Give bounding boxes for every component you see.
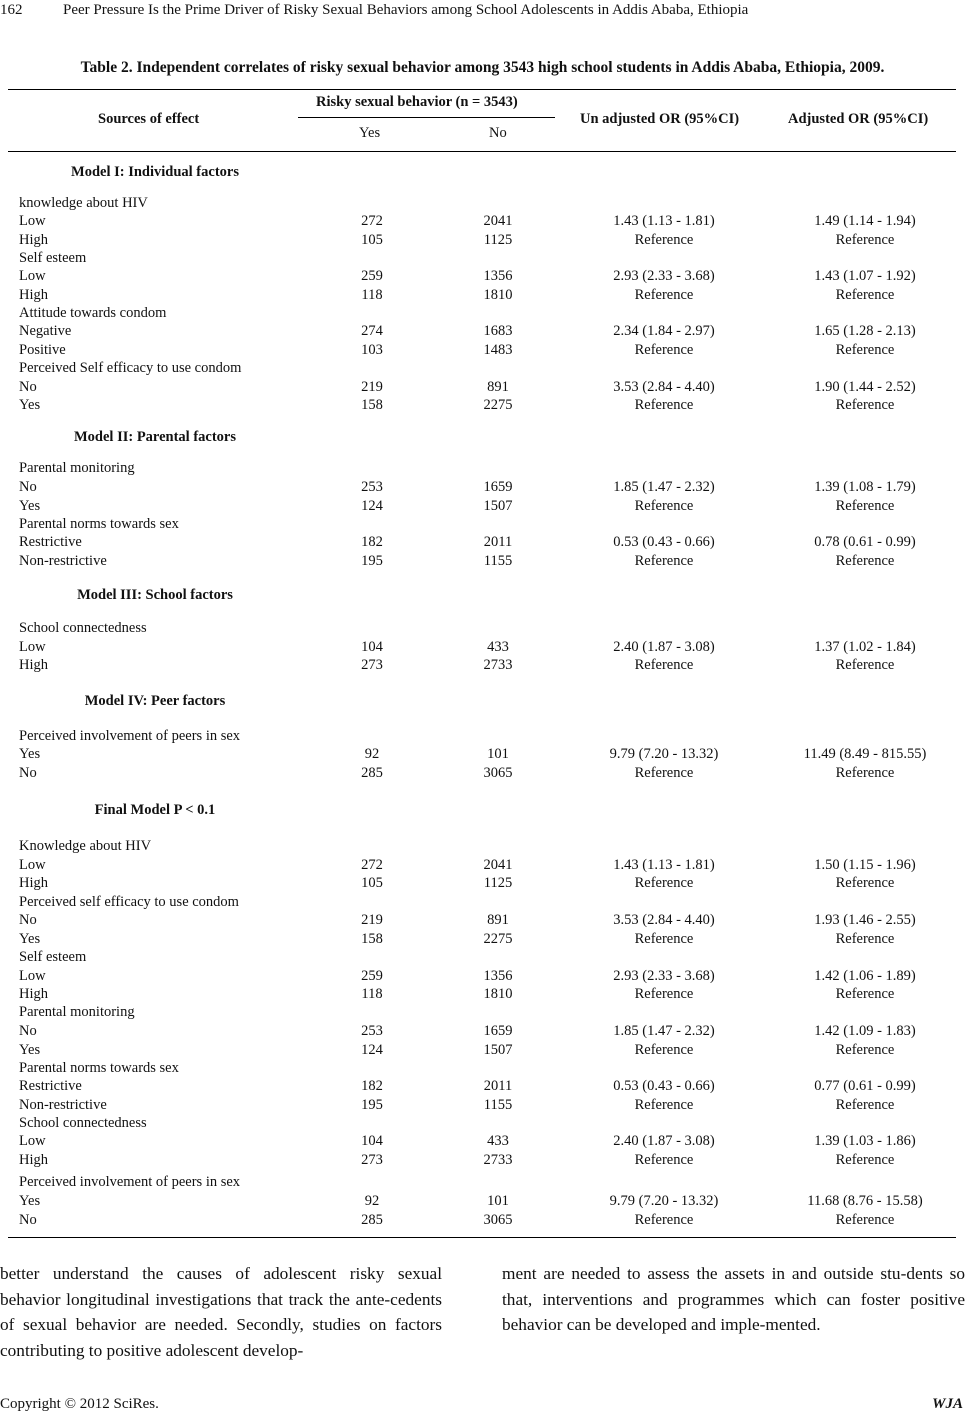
cell-adjusted-or: 1.39 (1.08 - 1.79): [814, 479, 916, 495]
cell-no-count: 2011: [483, 534, 513, 550]
row-category-label: High: [19, 986, 48, 1002]
cell-no-count: 1125: [483, 875, 513, 891]
row-category-label: Low: [19, 1133, 46, 1149]
row-heading-label: knowledge about HIV: [19, 195, 148, 211]
table-row: [0, 967, 965, 986]
cell-no-count: 1155: [483, 1097, 513, 1113]
cell-yes-count: 118: [361, 287, 383, 303]
table-row: [0, 1151, 965, 1170]
cell-adjusted-or: Reference: [835, 1042, 895, 1058]
row-category-label: Positive: [19, 342, 66, 358]
variable-heading-row: [0, 948, 965, 967]
cell-yes-count: 273: [361, 657, 383, 673]
cell-adjusted-or: 1.90 (1.44 - 2.52): [814, 379, 916, 395]
row-category-label: High: [19, 1152, 48, 1168]
table-row: [0, 552, 965, 571]
cell-adjusted-or: 1.50 (1.15 - 1.96): [814, 857, 916, 873]
variable-heading-row: [0, 1059, 965, 1078]
header-sources: Sources of effect: [98, 111, 200, 127]
cell-yes-count: 272: [361, 213, 383, 229]
cell-no-count: 1659: [483, 479, 513, 495]
row-category-label: High: [19, 875, 48, 891]
page-number: 162: [0, 2, 23, 18]
cell-unadjusted-or: 9.79 (7.20 - 13.32): [609, 1193, 719, 1209]
variable-heading-row: [0, 249, 965, 268]
cell-unadjusted-or: Reference: [634, 498, 694, 514]
cell-unadjusted-or: 3.53 (2.84 - 4.40): [613, 379, 715, 395]
table-row: [0, 267, 965, 286]
row-category-label: Negative: [19, 323, 72, 339]
cell-adjusted-or: Reference: [835, 1212, 895, 1228]
cell-yes-count: 285: [361, 765, 383, 781]
cell-no-count: 2041: [483, 857, 513, 873]
cell-no-count: 1659: [483, 1023, 513, 1039]
cell-no-count: 1356: [483, 968, 513, 984]
cell-unadjusted-or: Reference: [634, 287, 694, 303]
cell-no-count: 2733: [483, 1152, 513, 1168]
row-heading-label: Knowledge about HIV: [19, 838, 152, 854]
table-row: [0, 764, 965, 783]
cell-no-count: 2041: [483, 213, 513, 229]
cell-no-count: 101: [487, 746, 509, 762]
table-row: [0, 286, 965, 305]
cell-adjusted-or: 0.78 (0.61 - 0.99): [814, 534, 916, 550]
cell-yes-count: 272: [361, 857, 383, 873]
row-category-label: Non-restrictive: [19, 1097, 107, 1113]
cell-adjusted-or: Reference: [835, 765, 895, 781]
table-row: [0, 745, 965, 764]
table-row: [0, 1022, 965, 1041]
variable-heading-row: [0, 619, 965, 638]
cell-yes-count: 124: [361, 498, 383, 514]
header-yes: Yes: [359, 125, 381, 141]
row-heading-label: Self esteem: [19, 949, 87, 965]
row-category-label: Yes: [19, 1193, 41, 1209]
table-row: [0, 638, 965, 657]
cell-yes-count: 195: [361, 1097, 383, 1113]
cell-yes-count: 219: [361, 912, 383, 928]
cell-unadjusted-or: 2.93 (2.33 - 3.68): [613, 968, 715, 984]
cell-yes-count: 219: [361, 379, 383, 395]
cell-no-count: 2733: [483, 657, 513, 673]
cell-no-count: 433: [487, 1133, 509, 1149]
cell-adjusted-or: 11.49 (8.49 - 815.55): [803, 746, 927, 762]
row-category-label: Low: [19, 857, 46, 873]
cell-yes-count: 182: [361, 534, 383, 550]
table-row: [0, 1192, 965, 1211]
table-row: [0, 1132, 965, 1151]
row-heading-label: Model III: School factors: [77, 587, 233, 603]
row-heading-label: Parental norms towards sex: [19, 516, 179, 532]
variable-heading-row: [0, 304, 965, 323]
cell-adjusted-or: 11.68 (8.76 - 15.58): [807, 1193, 923, 1209]
row-category-label: Yes: [19, 498, 41, 514]
cell-unadjusted-or: Reference: [634, 1097, 694, 1113]
row-heading-label: Model II: Parental factors: [73, 429, 236, 445]
variable-heading-row: [0, 1173, 965, 1192]
cell-adjusted-or: 1.43 (1.07 - 1.92): [814, 268, 916, 284]
cell-unadjusted-or: 1.85 (1.47 - 2.32): [613, 479, 715, 495]
cell-unadjusted-or: Reference: [634, 232, 694, 248]
cell-unadjusted-or: 0.53 (0.43 - 0.66): [613, 534, 715, 550]
row-category-label: No: [19, 479, 37, 495]
table-row: [0, 930, 965, 949]
row-category-label: Low: [19, 968, 46, 984]
cell-adjusted-or: Reference: [835, 875, 895, 891]
row-category-label: No: [19, 1023, 37, 1039]
cell-no-count: 1683: [483, 323, 513, 339]
row-heading-label: Perceived involvement of peers in sex: [19, 1174, 241, 1190]
model-heading-row: [0, 428, 965, 447]
variable-heading-row: [0, 515, 965, 534]
cell-unadjusted-or: 1.43 (1.13 - 1.81): [613, 213, 715, 229]
cell-yes-count: 158: [361, 931, 383, 947]
cell-yes-count: 259: [361, 968, 383, 984]
running-title: Peer Pressure Is the Prime Driver of Risky Sexual Behaviors among School Adolescents in Addis Ababa, Ethiopia: [63, 2, 749, 18]
cell-yes-count: 124: [361, 1042, 383, 1058]
variable-heading-row: [0, 837, 965, 856]
cell-yes-count: 259: [361, 268, 383, 284]
row-heading-label: Parental norms towards sex: [19, 1060, 179, 1076]
cell-no-count: 891: [487, 912, 509, 928]
cell-yes-count: 105: [361, 232, 383, 248]
journal-abbreviation: WJA: [932, 1396, 963, 1412]
cell-unadjusted-or: Reference: [634, 765, 694, 781]
row-category-label: No: [19, 1212, 37, 1228]
cell-yes-count: 158: [361, 397, 383, 413]
cell-adjusted-or: 1.39 (1.03 - 1.86): [814, 1133, 916, 1149]
row-category-label: Non-restrictive: [19, 553, 107, 569]
table-row: [0, 341, 965, 360]
model-heading-row: [0, 586, 965, 605]
row-category-label: No: [19, 765, 37, 781]
table-row: [0, 656, 965, 675]
cell-unadjusted-or: 2.34 (1.84 - 2.97): [613, 323, 715, 339]
cell-unadjusted-or: Reference: [634, 986, 694, 1002]
cell-yes-count: 105: [361, 875, 383, 891]
table-row: [0, 478, 965, 497]
cell-unadjusted-or: Reference: [634, 875, 694, 891]
cell-yes-count: 104: [361, 1133, 383, 1149]
cell-unadjusted-or: Reference: [634, 342, 694, 358]
cell-yes-count: 92: [364, 1193, 380, 1209]
table-row: [0, 533, 965, 552]
table-row: [0, 856, 965, 875]
row-category-label: Yes: [19, 746, 41, 762]
cell-adjusted-or: 1.42 (1.06 - 1.89): [814, 968, 916, 984]
cell-unadjusted-or: 1.85 (1.47 - 2.32): [613, 1023, 715, 1039]
row-heading-label: Final Model P < 0.1: [94, 802, 216, 818]
header-risky-behavior: Risky sexual behavior (n = 3543): [316, 94, 518, 110]
cell-no-count: 1125: [483, 232, 513, 248]
cell-no-count: 1356: [483, 268, 513, 284]
row-heading-label: Parental monitoring: [19, 460, 135, 476]
cell-unadjusted-or: 3.53 (2.84 - 4.40): [613, 912, 715, 928]
cell-no-count: 3065: [483, 1212, 513, 1228]
cell-no-count: 1483: [483, 342, 513, 358]
body-paragraph-right: ment are needed to assess the assets in and outside stu-dents so that, interventions and programmes which can foster positive behavior can be developed and imple-mented.: [502, 1264, 965, 1334]
cell-unadjusted-or: Reference: [634, 1152, 694, 1168]
cell-unadjusted-or: Reference: [634, 931, 694, 947]
table-caption: Table 2. Independent correlates of risky sexual behavior among 3543 high school students in Addis Ababa, Ethiopia, 2009.: [80, 59, 885, 76]
cell-no-count: 891: [487, 379, 509, 395]
cell-yes-count: 195: [361, 553, 383, 569]
cell-adjusted-or: Reference: [835, 287, 895, 303]
table-row: [0, 396, 965, 415]
row-heading-label: School connectedness: [19, 620, 147, 636]
row-category-label: High: [19, 232, 48, 248]
variable-heading-row: [0, 1003, 965, 1022]
row-heading-label: Model I: Individual factors: [71, 164, 239, 180]
cell-unadjusted-or: 0.53 (0.43 - 0.66): [613, 1078, 715, 1094]
cell-adjusted-or: Reference: [835, 1152, 895, 1168]
cell-adjusted-or: Reference: [835, 986, 895, 1002]
variable-heading-row: [0, 1114, 965, 1133]
cell-yes-count: 274: [361, 323, 383, 339]
cell-no-count: 1507: [483, 498, 513, 514]
cell-unadjusted-or: Reference: [634, 553, 694, 569]
copyright-notice: Copyright © 2012 SciRes.: [0, 1396, 159, 1412]
table-row: [0, 911, 965, 930]
cell-unadjusted-or: 1.43 (1.13 - 1.81): [613, 857, 715, 873]
row-heading-label: Perceived Self efficacy to use condom: [19, 360, 242, 376]
row-category-label: Yes: [19, 397, 41, 413]
cell-no-count: 1810: [483, 287, 513, 303]
model-heading-row: [0, 692, 965, 711]
row-category-label: Low: [19, 639, 46, 655]
cell-no-count: 1810: [483, 986, 513, 1002]
table-row: [0, 497, 965, 516]
variable-heading-row: [0, 194, 965, 213]
cell-no-count: 2275: [483, 397, 513, 413]
cell-yes-count: 253: [361, 1023, 383, 1039]
cell-adjusted-or: Reference: [835, 232, 895, 248]
row-category-label: Low: [19, 213, 46, 229]
row-heading-label: Parental monitoring: [19, 1004, 135, 1020]
header-no: No: [489, 125, 507, 141]
table-row: [0, 1041, 965, 1060]
cell-no-count: 433: [487, 639, 509, 655]
variable-heading-row: [0, 359, 965, 378]
cell-yes-count: 103: [361, 342, 383, 358]
table-row: [0, 231, 965, 250]
row-category-label: No: [19, 379, 37, 395]
cell-yes-count: 273: [361, 1152, 383, 1168]
header-adjusted-or: Adjusted OR (95%CI): [788, 111, 929, 127]
cell-yes-count: 92: [364, 746, 380, 762]
table-row: [0, 322, 965, 341]
row-heading-label: School connectedness: [19, 1115, 147, 1131]
cell-adjusted-or: Reference: [835, 657, 895, 673]
cell-adjusted-or: 0.77 (0.61 - 0.99): [814, 1078, 916, 1094]
cell-unadjusted-or: Reference: [634, 397, 694, 413]
cell-unadjusted-or: Reference: [634, 1212, 694, 1228]
variable-heading-row: [0, 893, 965, 912]
row-category-label: High: [19, 657, 48, 673]
cell-adjusted-or: Reference: [835, 342, 895, 358]
variable-heading-row: [0, 727, 965, 746]
cell-yes-count: 104: [361, 639, 383, 655]
cell-unadjusted-or: 2.40 (1.87 - 3.08): [613, 1133, 715, 1149]
cell-unadjusted-or: 9.79 (7.20 - 13.32): [609, 746, 719, 762]
cell-no-count: 3065: [483, 765, 513, 781]
cell-adjusted-or: 1.93 (1.46 - 2.55): [814, 912, 916, 928]
row-heading-label: Perceived self efficacy to use condom: [19, 894, 239, 910]
cell-adjusted-or: Reference: [835, 1097, 895, 1113]
cell-adjusted-or: Reference: [835, 498, 895, 514]
table-row: [0, 985, 965, 1004]
cell-yes-count: 118: [361, 986, 383, 1002]
cell-yes-count: 182: [361, 1078, 383, 1094]
table-bottom-rule: [8, 1237, 956, 1238]
table-row: [0, 212, 965, 231]
row-category-label: Restrictive: [19, 534, 82, 550]
row-category-label: Yes: [19, 1042, 41, 1058]
table-row: [0, 1211, 965, 1230]
table-row: [0, 874, 965, 893]
cell-unadjusted-or: Reference: [634, 657, 694, 673]
row-category-label: Restrictive: [19, 1078, 82, 1094]
cell-adjusted-or: 1.65 (1.28 - 2.13): [814, 323, 916, 339]
row-category-label: High: [19, 287, 48, 303]
variable-heading-row: [0, 459, 965, 478]
cell-unadjusted-or: 2.93 (2.33 - 3.68): [613, 268, 715, 284]
row-heading-label: Attitude towards condom: [19, 305, 167, 321]
header-unadjusted-or: Un adjusted OR (95%CI): [580, 111, 740, 127]
cell-no-count: 2011: [483, 1078, 513, 1094]
table-row: [0, 1096, 965, 1115]
cell-adjusted-or: Reference: [835, 397, 895, 413]
cell-unadjusted-or: 2.40 (1.87 - 3.08): [613, 639, 715, 655]
cell-adjusted-or: 1.37 (1.02 - 1.84): [814, 639, 916, 655]
row-heading-label: Perceived involvement of peers in sex: [19, 728, 241, 744]
body-paragraph-left: better understand the causes of adolescent risky sexual behavior longitudinal investigations that track the ante-cedents of sexual behavior are needed. Secondly, studies on factors contributing to positive adolescent develop-: [0, 1264, 442, 1360]
model-heading-row: [0, 163, 965, 182]
row-heading-label: Self esteem: [19, 250, 87, 266]
cell-yes-count: 253: [361, 479, 383, 495]
cell-unadjusted-or: Reference: [634, 1042, 694, 1058]
cell-adjusted-or: 1.49 (1.14 - 1.94): [814, 213, 916, 229]
cell-yes-count: 285: [361, 1212, 383, 1228]
cell-adjusted-or: 1.42 (1.09 - 1.83): [814, 1023, 916, 1039]
cell-adjusted-or: Reference: [835, 553, 895, 569]
table-row: [0, 378, 965, 397]
cell-no-count: 101: [487, 1193, 509, 1209]
row-category-label: Yes: [19, 931, 41, 947]
row-category-label: Low: [19, 268, 46, 284]
cell-no-count: 1507: [483, 1042, 513, 1058]
row-heading-label: Model IV: Peer factors: [84, 693, 226, 709]
cell-adjusted-or: Reference: [835, 931, 895, 947]
table-row: [0, 1077, 965, 1096]
cell-no-count: 2275: [483, 931, 513, 947]
cell-no-count: 1155: [483, 553, 513, 569]
model-heading-row: [0, 801, 965, 820]
row-category-label: No: [19, 912, 37, 928]
